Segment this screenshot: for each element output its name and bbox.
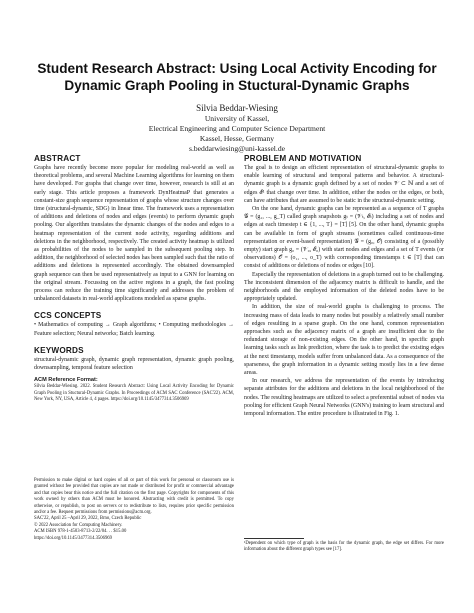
right-column [244, 153, 444, 418]
reference-format-text: Silvia Beddar-Wiesing. 2022. Student Research Abstract: Using Local Activity Encoding for Dynamic Graph Pooling in Stuctural-Dynamic Graphs. In Proceedings of ACM SAC Conference (SAC'22). ACM, New York, NY, USA, Article 4, 4 pages. https://doi.org/10.1145/3477314.3506969 [34, 384, 234, 403]
reference-format-heading: ACM Reference Format: [34, 377, 98, 384]
ccs-text: • Mathematics of computing → Graph algorithms; • Computing methodologies → Feature selection; Neural networks; Batch learning. [34, 322, 234, 337]
problem-paragraph-1: The goal is to design an efficient representation of structural-dynamic graphs to enable learning of structural and temporal patterns and behavior. A structural-dynamic graph is a dynamic graph defined by a set of nodes 𝒱 ⊂ ℕ and a set of edges ℰ¹ that change over time. In addition, either the nodes or the edges, or both, can have attributes that are assumed to be static in the structural-dynamic setting. [244, 165, 444, 204]
permission-text: Permission to make digital or hard copies of all or part of this work for personal or classroom use is granted without fee provided that copies are not made or distributed for profit or commercial advantage and that copies bear this notice and the full citation on the first page. Copyrights for components of this work owned by others than ACM must be honored. Abstracting with credit is permitted. To copy otherwise, or republish, to post on servers or to redistribute to lists, requires prior specific permission and/or a fee. Request permissions from permissions@acm.org. [34, 478, 234, 516]
footnote-area [244, 535, 444, 553]
problem-paragraph-2: On the one hand, dynamic graphs can be represented as a sequence of T graphs 𝒢 = (g₁, ..., g_T) called graph snapshots gₜ = (𝒱ₜ, ℰₜ) including a set of nodes and edges at each timestep t ∈ {1, ..., T} = [T] [5]. On the other hand, dynamic graphs can be available in form of graph streams (sometimes called continuous-time representation or event-based representation) 𝒢 = (g₀, 𝒪) consisting of a (possibly empty) start graph g₀ = (𝒱₀, ℰ₀) with start nodes and edges and a set of T events (or observations) 𝒪 = (o₁, ..., o_T) with corresponding timestamps t ∈ [T] that can consist of additions or deletions of nodes or edges [10]. [244, 206, 444, 270]
problem-paragraph-5: In our research, we address the representation of the events by introducing separate attributes for the additions and deletions in the local neighborhood of the nodes. The resulting heatmaps are utilized to select a preferential subset of nodes via pooling for efficient Graph Neural Networks (GNN's) training to learn structural and temporal information. The entire procedure is illustrated in Fig. 1. [244, 378, 444, 418]
footnote-text: ¹Dependent on which type of graph is the basis for the dynamic graph, the edge set differs. For more information about the different graph types see [17]. [244, 541, 444, 553]
doi-link[interactable]: https://doi.org/10.1145/3477314.3506969 [34, 535, 112, 541]
keywords-heading: KEYWORDS [34, 345, 84, 355]
problem-paragraph-3: Especially the representation of deletions in a graph turned out to be challenging. The inconsistent dimension of the adjacency matrix is difficult to handle, and the neighborhoods and the employed information of the deleted nodes have to be appropriately updated. [244, 271, 444, 303]
copyright-line: © 2022 Association for Computing Machinery. [34, 522, 123, 528]
ccs-heading: CCS CONCEPTS [34, 311, 102, 321]
abstract-text: Graphs have recently become more popular for modeling real-world as well as theoretical problems, and several Machine Learning algorithms for learning on them have developed. For graphs that change over time, however, research is still at an early stage. This article proposes a framework DynHeatmaP that generates a constant-size graph sequence representation of graphs whose structure changes over time (structural-dynamic, SDG) in linear time. The framework uses a representation of additions and deletions of nodes and edges (events) to perform dynamic graph pooling. Our algorithm translates the dynamic changes of the nodes and edges to a heatmap representation of the current node activity, regarding additions and deletions in the neighborhood, respectively. The created activity heatmap is utilized as probabilities of the nodes to be sampled in the subsequent pooling step. In addition, the neighborhood of selected nodes has been sampled such that the ratio of additions and deletions is represented accordingly. The obtained downsampled graph sequence can then be used representatively as input to a GNN for learning on the original stream. Focussing on the active regions in a graph, the fast pooling process can reduce the training time significantly and addresses the problem of unbalanced datasets in real-world applications modeled as sparse graphs. [34, 165, 234, 303]
author-affiliation-1: University of Kassel, [204, 114, 270, 123]
title-line-1: Student Research Abstract: Using Local Activity Encoding for [37, 61, 437, 76]
author-affiliation-2: Electrical Engineering and Computer Science Department [148, 124, 326, 133]
footnote-rule [244, 538, 304, 539]
problem-heading: PROBLEM AND MOTIVATION [244, 154, 362, 163]
conference-line: SAC'22, April 25 –April 29, 2022, Brno, Czech Republic [34, 516, 142, 522]
abstract-heading: ABSTRACT [34, 154, 81, 163]
paper-title [20, 60, 454, 94]
author-name: Silvia Beddar-Wiesing [196, 103, 278, 113]
left-column [34, 153, 234, 403]
keywords-text: structural-dynamic graph, dynamic graph representation, dynamic graph pooling, downsampling, temporal feature selection [34, 356, 234, 372]
permission-block [34, 478, 234, 542]
author-block [60, 102, 414, 154]
problem-paragraph-4: In addition, the size of real-world graphs is challenging to process. The increasing mass of data leads to many nodes but possibly a relatively small number of edges resulting in a sparse graph. On the one hand, common representation approaches such as the adjacency matrix of a graph are insufficient due to the redundant storage of non-existing edges. On the other hand, in specific graph learning tasks such as link prediction, where the task is to predict the existing edges at the next timestamp, models suffer from unbalanced data. As a consequence of the sparseness, the graph information in a dynamic setting mostly lies in a few dense areas. [244, 304, 444, 377]
title-line-2: Dynamic Graph Pooling in Stuctural-Dynamic Graphs [64, 78, 410, 93]
author-location: Kassel, Hesse, Germany [199, 134, 275, 143]
author-email: s.beddarwiesing@uni-kassel.de [189, 144, 285, 153]
isbn-line: ACM ISBN 978-1-4503-8713-2/22/04. . . $15.00 [34, 529, 127, 535]
